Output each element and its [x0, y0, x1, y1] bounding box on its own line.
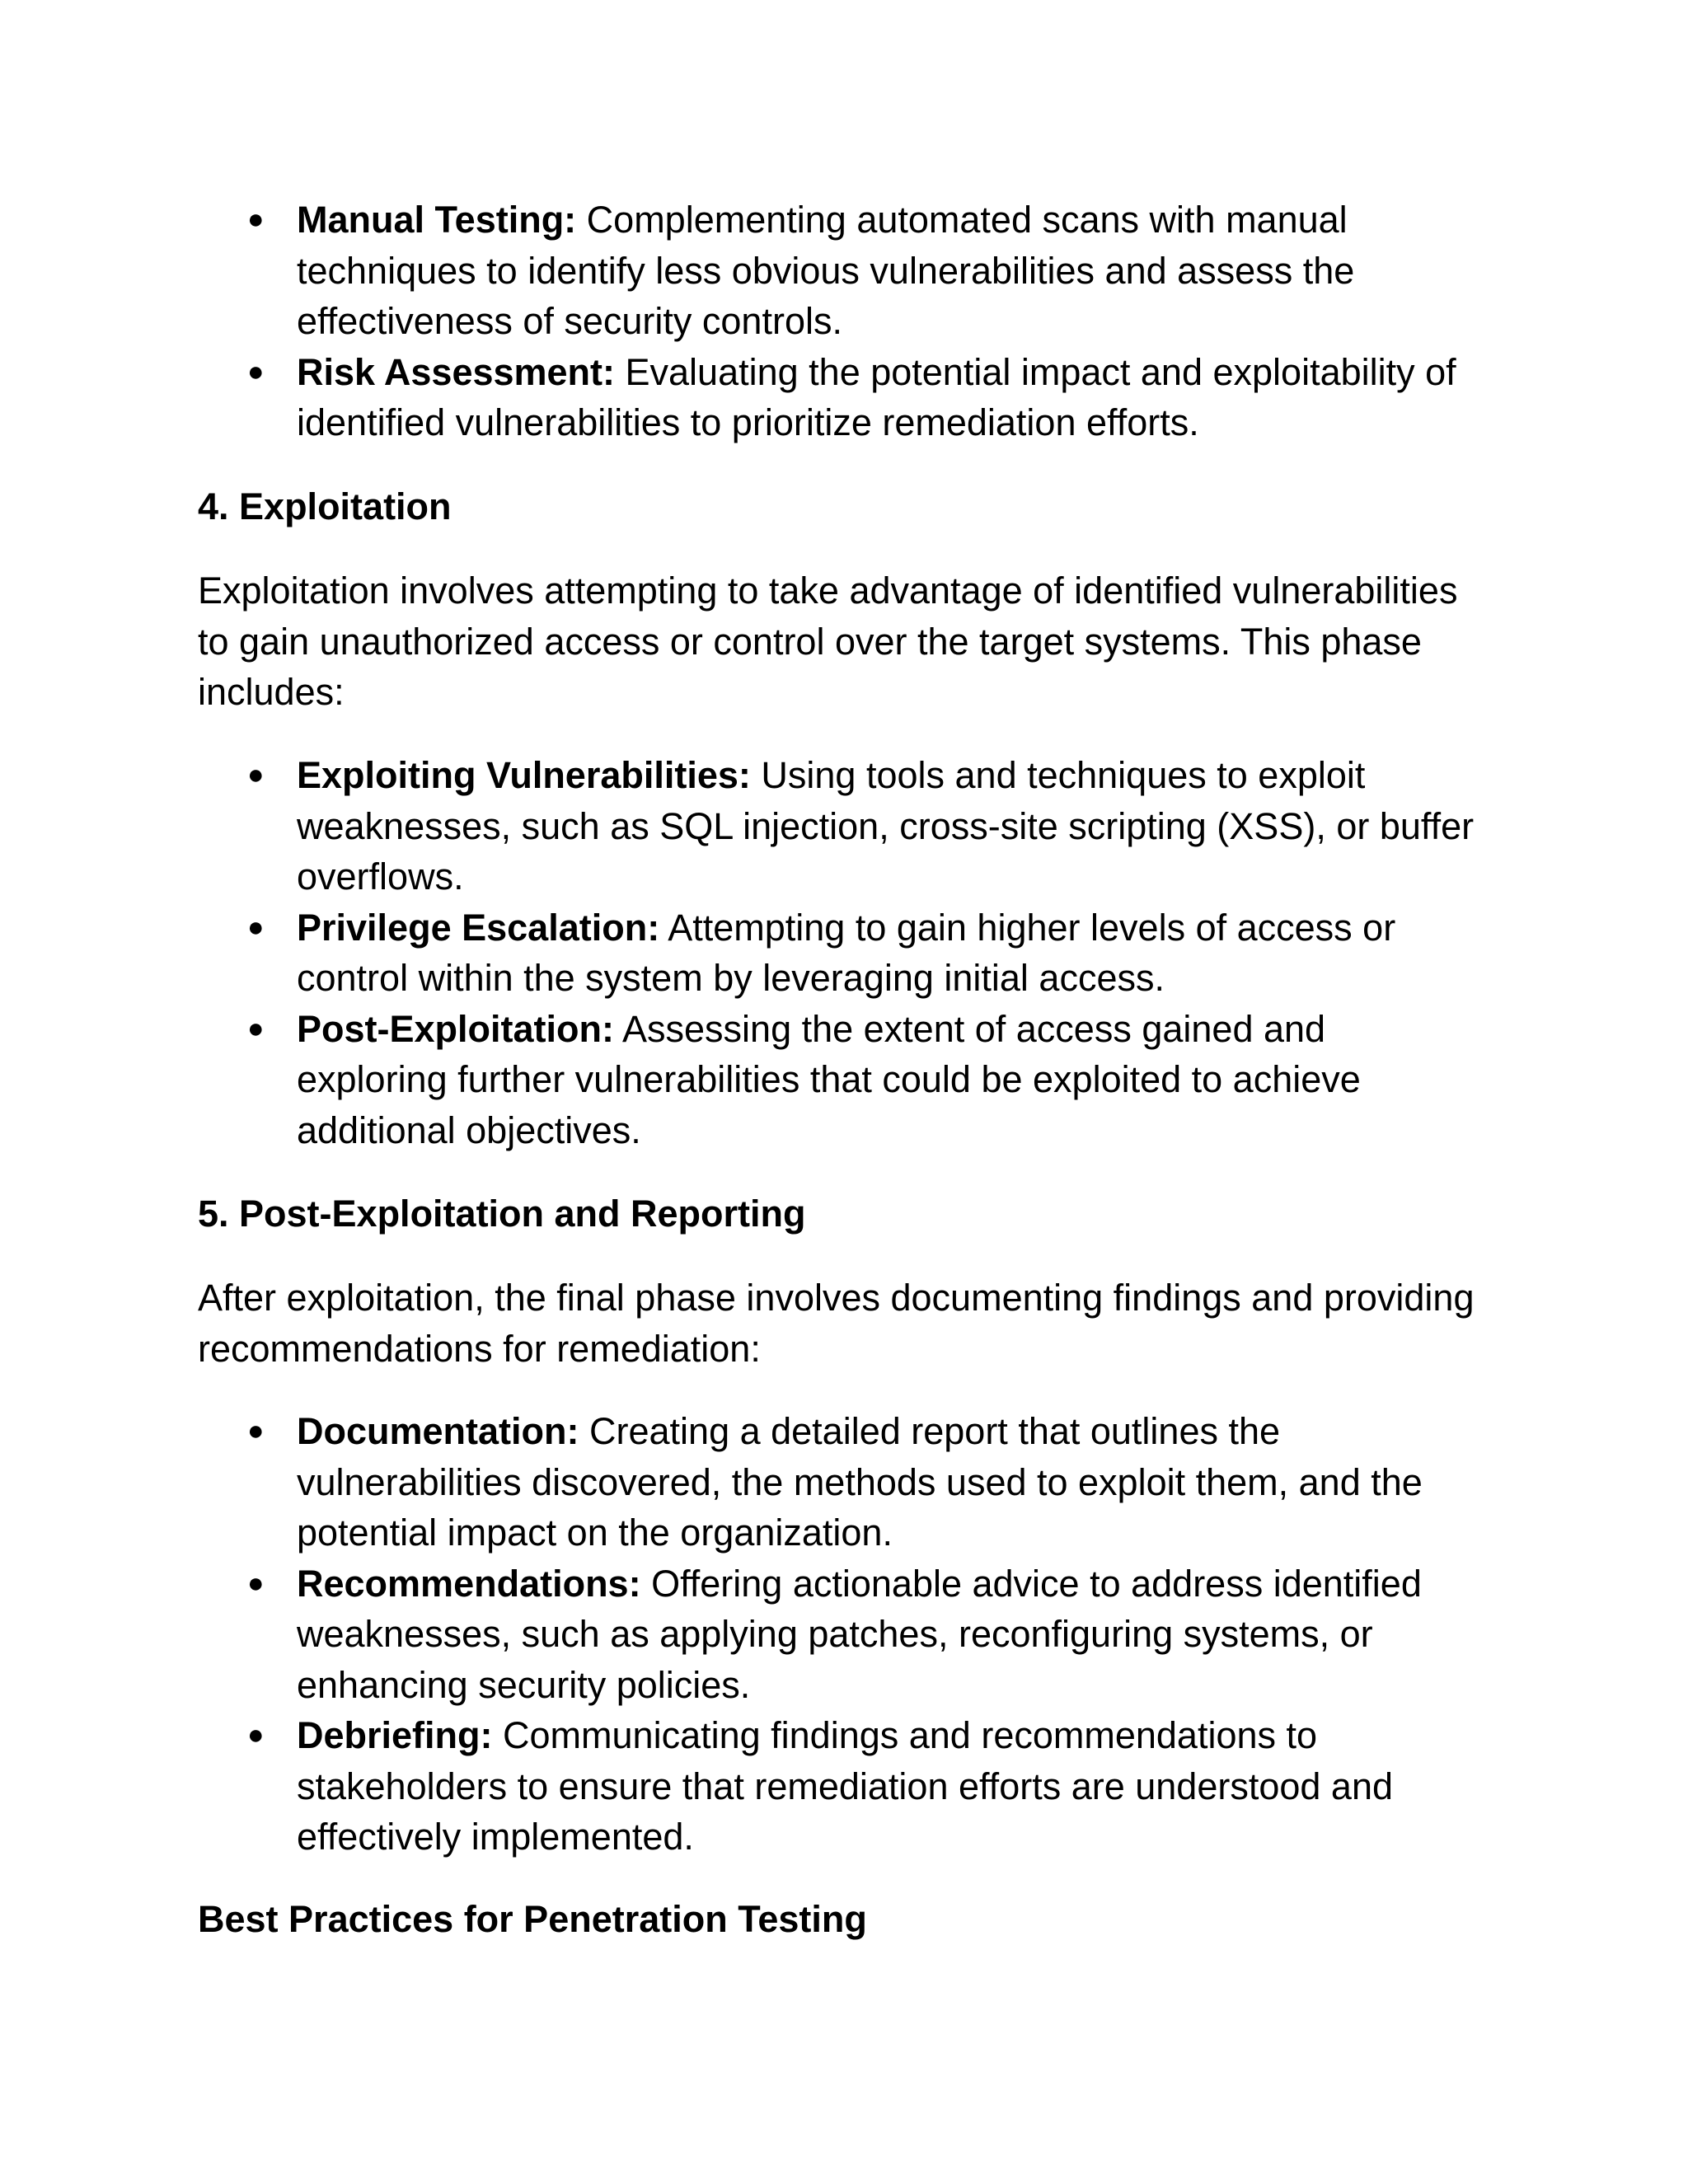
list-item-text: Offering actionable advice to address identified weaknesses, such as applying patches, reconfiguring systems, or enhancing security policies. — [297, 1562, 1422, 1706]
list-item-term: Recommendations: — [297, 1562, 641, 1605]
bullet-list-testing — [198, 194, 1484, 448]
bullet-list-reporting — [198, 1406, 1484, 1863]
list-item-text: Assessing the extent of access gained and exploring further vulnerabilities that could be exploited to achieve additional objectives. — [297, 1007, 1361, 1151]
list-item-text: Creating a detailed report that outlines the vulnerabilities discovered, the methods used to exploit them, and the potential impact on the organization. — [297, 1410, 1423, 1554]
list-item-term: Post-Exploitation: — [297, 1007, 614, 1050]
list-item-text: Complementing automated scans with manual techniques to identify less obvious vulnerabilities and assess the effectiveness of security controls. — [297, 199, 1355, 342]
bullet-list-exploitation — [198, 750, 1484, 1155]
list-item — [198, 1710, 1484, 1863]
list-item-term: Privilege Escalation: — [297, 906, 660, 949]
list-item-text: Using tools and techniques to exploit weaknesses, such as SQL injection, cross-site scripting (XSS), or buffer overflows. — [297, 754, 1475, 898]
bullet-icon: ● — [247, 1415, 265, 1446]
bullet-icon: ● — [247, 1567, 265, 1599]
bullet-icon: ● — [247, 1012, 265, 1044]
list-item — [198, 347, 1484, 448]
bullet-icon: ● — [247, 911, 265, 943]
section-intro-exploitation: Exploitation involves attempting to take advantage of identified vulnerabilities to gain unauthorized access or control over the target systems. This phase includes: — [198, 569, 1458, 713]
section-heading-exploitation: 4. Exploitation — [198, 485, 452, 527]
list-item-term: Exploiting Vulnerabilities: — [297, 754, 751, 796]
list-item — [198, 1558, 1484, 1711]
list-item-term: Manual Testing: — [297, 199, 577, 241]
list-item — [198, 902, 1484, 1004]
section-intro-post-exploitation: After exploitation, the final phase involves documenting findings and providing recommendations for remediation: — [198, 1277, 1475, 1370]
list-item — [198, 1004, 1484, 1156]
bullet-icon: ● — [247, 355, 265, 387]
list-item-text: Attempting to gain higher levels of access or control within the system by leveraging initial access. — [297, 906, 1396, 999]
bullet-icon: ● — [247, 759, 265, 790]
section-heading-best-practices: Best Practices for Penetration Testing — [198, 1898, 867, 1940]
list-item-term: Documentation: — [297, 1410, 579, 1452]
bullet-icon: ● — [247, 204, 265, 235]
list-item — [198, 194, 1484, 347]
list-item-text: Evaluating the potential impact and exploitability of identified vulnerabilities to prioritize remediation efforts. — [297, 350, 1456, 443]
bullet-icon: ● — [247, 1719, 265, 1750]
list-item-term: Debriefing: — [297, 1714, 493, 1756]
list-item — [198, 1406, 1484, 1558]
list-item-text: Communicating findings and recommendations to stakeholders to ensure that remediation efforts are understood and effectively implemented. — [297, 1714, 1394, 1858]
section-heading-post-exploitation: 5. Post-Exploitation and Reporting — [198, 1193, 806, 1235]
list-item-term: Risk Assessment: — [297, 350, 616, 393]
list-item — [198, 750, 1484, 902]
